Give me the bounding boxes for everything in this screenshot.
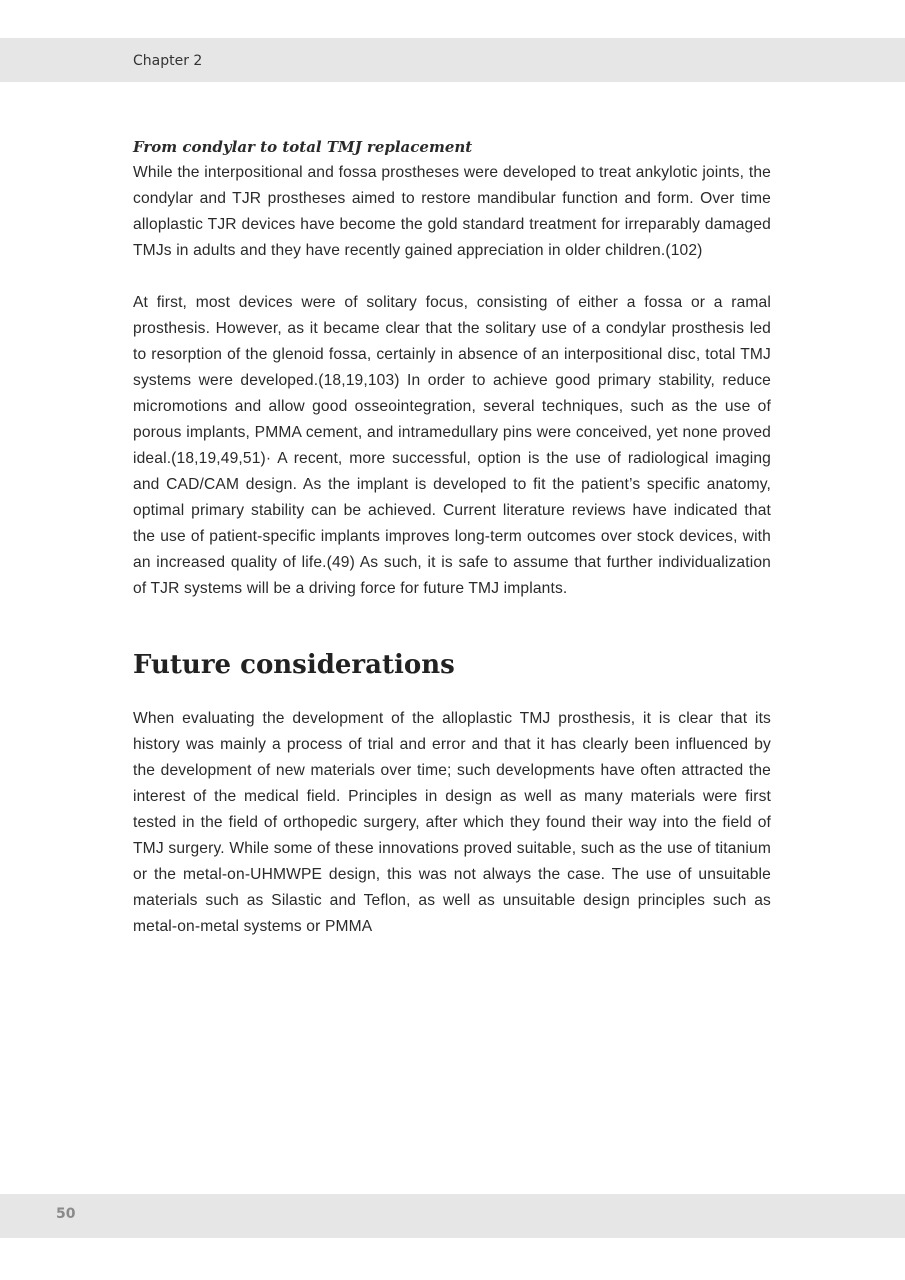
body-paragraph: While the interpositional and fossa prostheses were developed to treat ankylotic joints, the condylar and TJR prostheses aimed to restore mandibular function and form. Over time alloplastic TJR devices have become the gold standard treatment for irreparably damaged TMJs in adults and they have recently gained appreciation in older children.(102) [133, 164, 771, 259]
section-heading: Future considerations [133, 650, 455, 680]
page-content [133, 134, 771, 966]
page-number: 50 [56, 1206, 76, 1222]
chapter-label: Chapter 2 [133, 53, 203, 69]
subsection-title: From condylar to total TMJ replacement [133, 138, 473, 156]
footer-band [0, 1194, 905, 1238]
body-paragraph: When evaluating the development of the alloplastic TMJ prosthesis, it is clear that its history was mainly a process of trial and error and that it has clearly been influenced by the development of new materials over time; such developments have often attracted the interest of the medical field. Principles in design as well as many materials were first tested in the field of orthopedic surgery, after which they found their way into the field of TMJ surgery. While some of these innovations proved suitable, such as the use of titanium or the metal-on-UHMWPE design, this was not always the case. The use of unsuitable materials such as Silastic and Teflon, as well as unsuitable design principles such as metal-on-metal systems or PMMA [133, 710, 771, 935]
body-paragraph: At first, most devices were of solitary focus, consisting of either a fossa or a ramal prosthesis. However, as it became clear that the solitary use of a condylar prosthesis led to resorption of the glenoid fossa, certainly in absence of an interpositional disc, total TMJ systems were developed.(18,19,103) In order to achieve good primary stability, reduce micromotions and allow good osseointegration, several techniques, such as the use of porous implants, PMMA cement, and intramedullary pins were conceived, yet none proved ideal.(18,19,49,51)· A recent, more successful, option is the use of radiological imaging and CAD/CAM design. As the implant is developed to fit the patient’s specific anatomy, optimal primary stability can be achieved. Current literature reviews have indicated that the use of patient-specific implants improves long-term outcomes over stock devices, with an increased quality of life.(49) As such, it is safe to assume that further individualization of TJR systems will be a driving force for future TMJ implants. [133, 294, 771, 597]
